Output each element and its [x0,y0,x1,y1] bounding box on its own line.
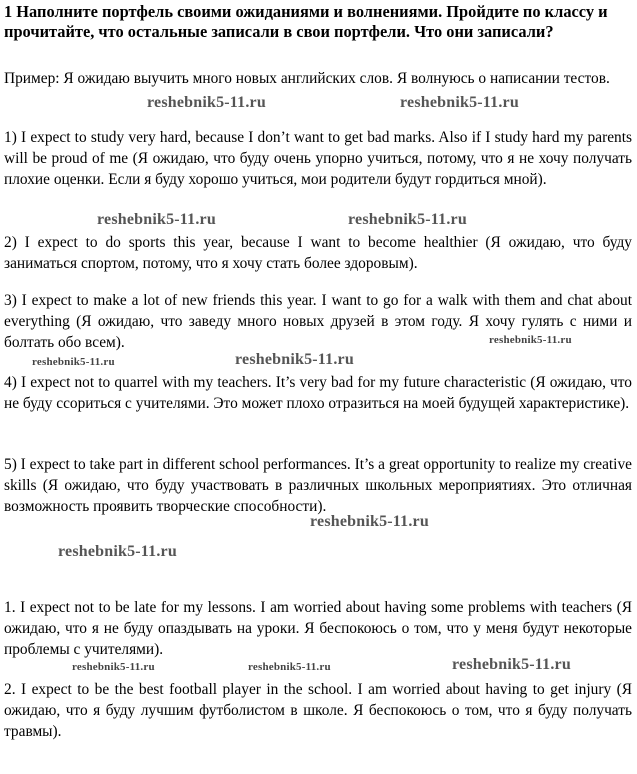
expectation-5: 5) I expect to take part in different school performances. It’s a great opportunity to realize my creative skills (Я ожидаю, что буду участвовать в различных школьных мероприятиях. Это отличная возможность проявить творческие способности). [4,456,632,515]
watermark: reshebnik5-11.ru [310,513,429,530]
watermark: reshebnik5-11.ru [147,94,266,111]
watermark: reshebnik5-11.ru [58,543,177,560]
watermark: reshebnik5-11.ru [32,356,115,368]
task-title: 1 Наполните портфель своими ожиданиями и волнениями. Пройдите по классу и прочитайте, что остальные записали в свои портфели. Что они записали? [4,2,608,41]
task-example: Пример: Я ожидаю выучить много новых английских слов. Я волнуюсь о написании тестов. [4,70,610,87]
watermark: reshebnik5-11.ru [452,656,571,673]
expectation-3: 3) I expect to make a lot of new friends this year. I want to go for a walk with them and chat about everything (Я ожидаю, что заведу много новых друзей в этом году. Я хочу гулять с ними и болтать обо всем). [4,292,632,351]
worry-1: 1. I expect not to be late for my lessons. I am worried about having some problems with teachers (Я ожидаю, что я не буду опаздывать на уроки. Я беспокоюсь о том, что у меня будут некоторые проблемы с учителями). [4,599,632,658]
watermark: reshebnik5-11.ru [348,211,467,228]
watermark: reshebnik5-11.ru [97,211,216,228]
expectation-1: 1) I expect to study very hard, because I don’t want to get bad marks. Also if I study hard my parents will be proud of me (Я ожидаю, что буду очень упорно учиться, потому, что я не хочу получать плохие оценки. Если я буду хорошо учиться, мои родители будут гордиться мной). [4,129,632,188]
watermark: reshebnik5-11.ru [489,334,572,346]
worry-2: 2. I expect to be the best football player in the school. I am worried about having to get injury (Я ожидаю, что я буду лучшим футболистом в школе. Я беспокоюсь о том, что я буду получать травмы). [4,681,632,740]
expectation-4: 4) I expect not to quarrel with my teachers. It’s very bad for my future characteristic (Я ожидаю, что не буду ссориться с учителями. Это может плохо отразиться на моей будущей характеристике). [4,374,632,412]
watermark: reshebnik5-11.ru [72,661,155,673]
watermark: reshebnik5-11.ru [235,351,354,368]
watermark: reshebnik5-11.ru [248,661,331,673]
expectation-2: 2) I expect to do sports this year, because I want to become healthier (Я ожидаю, что буду заниматься спортом, потому, что я хочу стать более здоровым). [4,234,632,272]
watermark: reshebnik5-11.ru [400,94,519,111]
